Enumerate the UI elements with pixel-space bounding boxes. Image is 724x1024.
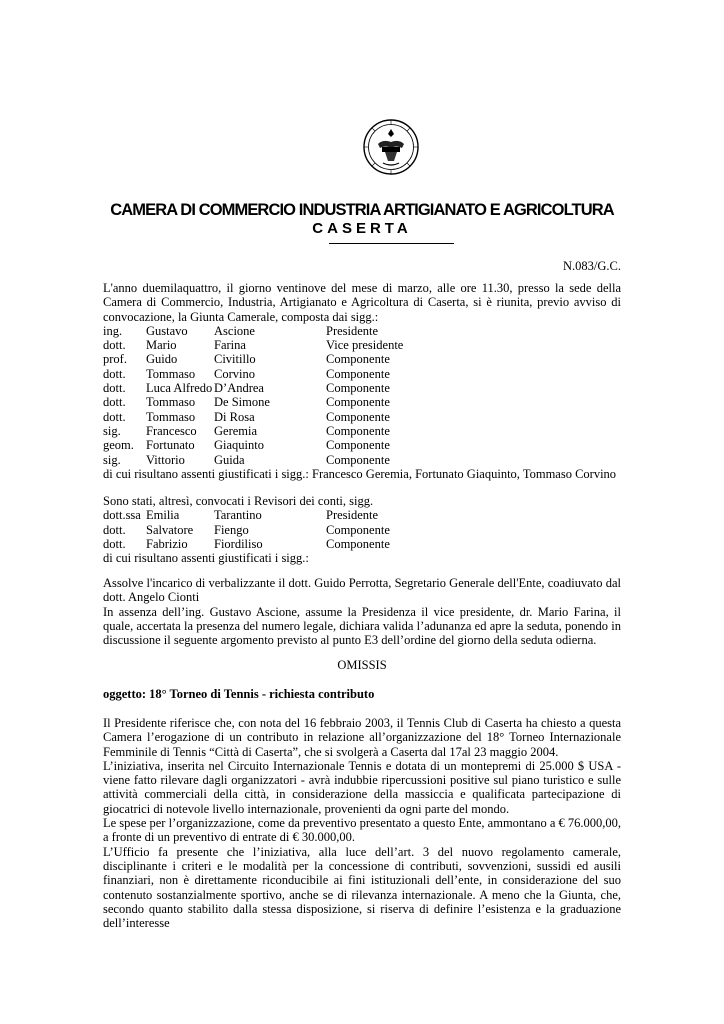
member-row <box>103 410 621 424</box>
member-title: dott. <box>103 381 126 396</box>
member-last-name: Farina <box>214 338 246 353</box>
member-first-name: Francesco <box>146 423 197 438</box>
member-first-name: Vittorio <box>146 452 185 467</box>
member-role: Componente <box>326 352 390 367</box>
member-title: sig. <box>103 452 121 467</box>
member-row <box>103 453 621 467</box>
member-last-name: D’Andrea <box>214 381 264 396</box>
member-role: Componente <box>326 452 390 467</box>
member-title: sig. <box>103 423 121 438</box>
member-last-name: Corvino <box>214 366 255 381</box>
member-title: geom. <box>103 438 134 453</box>
revisori-intro: Sono stati, altresì, convocati i Revisori dei conti, sigg. <box>103 494 374 508</box>
member-last-name: Civitillo <box>214 352 256 367</box>
member-row <box>103 352 621 366</box>
revisore-title: dott.ssa <box>103 508 141 523</box>
absent-revisori-note: di cui risultano assenti giustificati i sigg.: <box>103 551 309 566</box>
revisore-first-name: Fabrizio <box>146 536 188 551</box>
member-last-name: Giaquinto <box>214 438 264 453</box>
chamber-seal-emblem <box>361 117 421 177</box>
member-row <box>103 438 621 452</box>
member-title: ing. <box>103 323 123 338</box>
member-last-name: Guida <box>214 452 245 467</box>
revisore-role: Componente <box>326 536 390 551</box>
body-paragraph: Il Presidente riferisce che, con nota del 16 febbraio 2003, il Tennis Club di Caserta ha chiesto a questa Camera l’erogazione di un contributo in relazione all’organizzazione del 18° Torneo Internazionale Femminile di Tennis “Città di Caserta”, che si svolgerà a Caserta dal 17al 23 maggio 2004. <box>103 716 621 759</box>
member-title: dott. <box>103 338 126 353</box>
revisore-title: dott. <box>103 536 126 551</box>
intro-paragraph: L'anno duemilaquattro, il giorno ventinove del mese di marzo, alle ore 11.30, presso la sede della Camera di Commercio, Industria, Artigianato e Agricoltura di Caserta, si è riunita, previo avviso di convocazione, la Giunta Camerale, composta dai sigg.: <box>103 281 621 324</box>
member-role: Componente <box>326 366 390 381</box>
revisore-last-name: Fiengo <box>214 522 249 537</box>
member-row <box>103 395 621 409</box>
member-last-name: Ascione <box>214 323 255 338</box>
body-paragraph: Le spese per l’organizzazione, come da preventivo presentato a questo Ente, ammontano a € 76.000,00, a fronte di un preventivo di entrate di € 30.000,00. <box>103 816 621 845</box>
revisore-row <box>103 523 621 537</box>
member-role: Componente <box>326 438 390 453</box>
revisore-role: Presidente <box>326 508 379 523</box>
member-row <box>103 324 621 338</box>
body-section <box>103 716 621 930</box>
member-first-name: Tommaso <box>146 395 196 410</box>
seduta-section <box>103 576 621 647</box>
body-paragraph: L’Ufficio fa presente che l’iniziativa, alla luce dell’art. 3 del nuovo regolamento camerale, disciplinante i criteri e le modalità per la concessione di contributi, sovvenzioni, sussidi ed ausili finanziari, non è direttamente riconducibile ai fini istituzionali dell’ente, in considerazione del suo contenuto sostanzialmente sportivo, anche se di rilevanza internazionale. A meno che la Giunta, che, secondo quanto stabilito dalla stessa disposizione, si riserva di definire l’esistenza e la graduazione dell’interesse <box>103 844 621 931</box>
member-row <box>103 367 621 381</box>
organization-city: CASERTA <box>312 220 412 237</box>
member-first-name: Fortunato <box>146 438 195 453</box>
member-first-name: Tommaso <box>146 409 196 424</box>
protocol-number: N.083/G.C. <box>563 259 621 273</box>
member-role: Componente <box>326 381 390 396</box>
member-row <box>103 381 621 395</box>
title-underline <box>329 243 454 244</box>
member-title: dott. <box>103 409 126 424</box>
verbalizzante-paragraph: Assolve l'incarico di verbalizzante il dott. Guido Perrotta, Segretario Generale dell'Ente, coadiuvato dal dott. Angelo Cionti <box>103 576 621 605</box>
revisore-last-name: Tarantino <box>214 508 262 523</box>
member-title: prof. <box>103 352 127 367</box>
member-first-name: Mario <box>146 338 177 353</box>
member-role: Componente <box>326 423 390 438</box>
body-paragraph: L’iniziativa, inserita nel Circuito Internazionale Tennis e dotata di un montepremi di 25.000 $ USA - viene fatto rilevare dagli organizzatori - avrà indubbie ripercussioni positive sul piano turistico e sulle attività commerciali della città, in considerazione della massiccia e qualificata partecipazione di giocatrici di notevole livello internazionale, provenienti da ogni parte del mondo. <box>103 758 621 816</box>
revisore-row <box>103 508 621 522</box>
member-row <box>103 338 621 352</box>
member-row <box>103 424 621 438</box>
subject-line: oggetto: 18° Torneo di Tennis - richiesta contributo <box>103 687 375 701</box>
member-first-name: Guido <box>146 352 178 367</box>
member-role: Componente <box>326 409 390 424</box>
revisore-row <box>103 537 621 551</box>
revisore-last-name: Fiordiliso <box>214 536 263 551</box>
member-last-name: Di Rosa <box>214 409 255 424</box>
member-last-name: Geremia <box>214 423 258 438</box>
member-first-name: Tommaso <box>146 366 196 381</box>
revisori-section <box>103 494 621 565</box>
revisori-list <box>103 508 621 551</box>
member-first-name: Luca Alfredo <box>146 381 213 396</box>
member-title: dott. <box>103 366 126 381</box>
meeting-section <box>103 281 621 481</box>
revisore-role: Componente <box>326 522 390 537</box>
member-role: Vice presidente <box>326 338 404 353</box>
revisore-first-name: Salvatore <box>146 522 194 537</box>
member-role: Componente <box>326 395 390 410</box>
absent-giunta-note: di cui risultano assenti giustificati i sigg.: Francesco Geremia, Fortunato Giaquinto, Tommaso Corvino <box>103 466 617 481</box>
presidenza-paragraph: In assenza dell’ing. Gustavo Ascione, assume la Presidenza il vice presidente, dr. Mario Farina, il quale, accertata la presenza del numero legale, dichiara valida l’adunanza ed apre la seduta, ponendo in discussione il seguente argomento previsto al punto E3 dell’ordine del giorno della seduta odierna. <box>103 604 621 648</box>
revisore-first-name: Emilia <box>146 508 180 523</box>
member-first-name: Gustavo <box>146 323 188 338</box>
member-title: dott. <box>103 395 126 410</box>
revisore-title: dott. <box>103 522 126 537</box>
organization-name: CAMERA DI COMMERCIO INDUSTRIA ARTIGIANATO E AGRICOLTURA <box>110 201 614 219</box>
member-role: Presidente <box>326 323 379 338</box>
member-last-name: De Simone <box>214 395 270 410</box>
giunta-members-list <box>103 324 621 467</box>
omissis-marker: OMISSIS <box>337 658 387 672</box>
